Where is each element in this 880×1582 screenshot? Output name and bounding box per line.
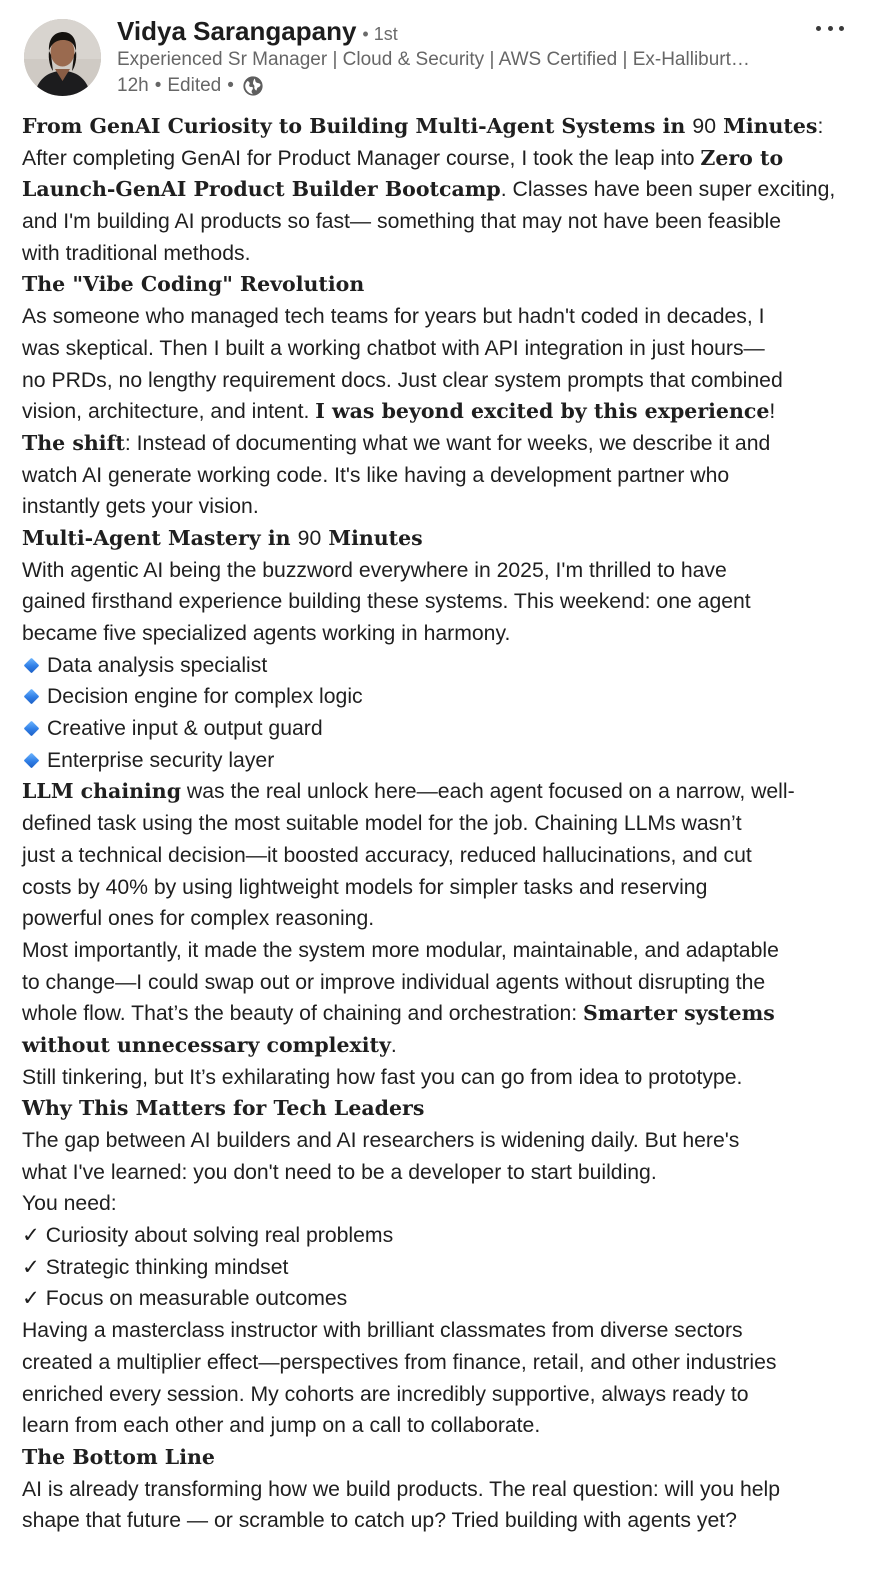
dot [828,26,833,31]
section-heading-vibe: The "Vibe Coding" Revolution [22,272,365,297]
bold-text: Multi-Agent Mastery in [22,525,298,550]
bullet-item [22,681,864,713]
check-text: Focus on measurable outcomes [45,1287,348,1311]
blue-diamond-icon [24,721,40,737]
connection-degree: • 1st [362,24,398,44]
section-heading-multi-agent [22,523,864,555]
text: : Instead of documenting what we want for weeks, we describe it and [124,431,771,455]
bold-text: I was beyond excited by this experience [315,399,770,424]
dot [816,26,821,31]
paragraph-line: was skeptical. Then I built a working chatbot with API integration in just hours— [22,336,765,360]
paragraph-line: costs by 40% by using lightweight models for simpler tasks and reserving [22,875,708,899]
check-item [22,1252,864,1284]
paragraph-line: Still tinkering, but It’s exhilarating how fast you can go from idea to prototype. [22,1065,743,1089]
text: 90 [297,526,322,550]
text: . Classes have been super exciting, [500,178,836,202]
more-options-icon[interactable] [816,18,844,38]
checkmark-icon: ✓ [22,1224,40,1248]
bold-text: LLM chaining [22,779,182,804]
paragraph-line [22,998,864,1030]
author-headline: Experienced Sr Manager | Cloud & Security | AWS Certified | Ex-Halliburt… [117,49,750,70]
post-meta [117,74,264,98]
paragraph-line: powerful ones for complex reasoning. [22,907,375,931]
bold-text: without unnecessary complexity [22,1032,391,1057]
blue-diamond-icon [24,657,40,673]
paragraph-line: no PRDs, no lengthy requirement docs. Just clear system prompts that combined [22,368,783,392]
paragraph-line: to change—I could swap out or improve individual agents without disrupting the [22,970,766,994]
checkmark-icon: ✓ [22,1255,40,1279]
text: After completing GenAI for Product Manager course, I took the leap into [22,146,701,170]
paragraph-line [22,776,864,808]
paragraph-line [22,1030,864,1062]
bold-text: Zero to [700,145,784,170]
paragraph-line [22,143,864,175]
paragraph-line: Most importantly, it made the system more modular, maintainable, and adaptable [22,938,779,962]
meta-separator: • [154,75,162,96]
edited-label: Edited [167,75,222,96]
bold-text: The shift [22,430,125,455]
check-text: Strategic thinking mindset [45,1255,289,1279]
bullet-item [22,713,864,745]
text: 90 [692,115,716,138]
section-heading-why: Why This Matters for Tech Leaders [22,1096,425,1121]
check-item [22,1283,864,1315]
text: whole flow. That’s the beauty of chaining and orchestration: [22,1002,584,1026]
paragraph-line: and I'm building AI products so fast— something that may not have been feasible [22,210,782,234]
bold-text: Minutes [715,114,818,138]
paragraph-line: As someone who managed tech teams for years but hadn't coded in decades, I [22,305,765,329]
globe-icon [242,75,264,97]
text: vision, architecture, and intent. [22,400,316,424]
paragraph-line: Having a masterclass instructor with brilliant classmates from diverse sectors [22,1319,743,1343]
paragraph-line: defined task using the most suitable model for the job. Chaining LLMs wasn’t [22,812,742,836]
bullet-text: Creative input & output guard [47,717,323,741]
text: : [817,115,824,138]
bullet-text: Enterprise security layer [47,748,275,772]
paragraph-line: became five specialized agents working in harmony. [22,622,511,645]
section-heading-bottom-line: The Bottom Line [22,1444,215,1469]
paragraph-line: enriched every session. My cohorts are incredibly supportive, always ready to [22,1382,749,1406]
blue-diamond-icon [24,689,40,705]
post-title [22,111,864,143]
blue-diamond-icon [24,752,40,768]
bold-text: Minutes [321,525,423,550]
paragraph-line: created a multiplier effect—perspectives from finance, retail, and other industries [22,1350,777,1374]
checkmark-icon: ✓ [22,1287,40,1311]
paragraph-line: AI is already transforming how we build products. The real question: will you help [22,1477,781,1501]
bullet-item [22,650,864,682]
paragraph-line [22,396,864,428]
dot [839,26,844,31]
bullet-item [22,745,864,777]
paragraph-line [22,428,864,460]
post-body [22,111,864,1537]
paragraph-line: just a technical decision—it boosted accuracy, reduced hallucinations, and cut [22,843,752,867]
paragraph-line: learn from each other and jump on a call to collaborate. [22,1414,541,1438]
check-text: Curiosity about solving real problems [45,1224,394,1248]
paragraph-line: what I've learned: you don't need to be a developer to start building. [22,1160,657,1184]
paragraph-line: watch AI generate working code. It's like having a development partner who [22,463,730,487]
bold-text: Launch-GenAI Product Builder Bootcamp [22,177,501,202]
paragraph-line: You need: [22,1192,117,1216]
text: was the real unlock here—each agent focused on a narrow, well- [181,780,795,804]
bold-text: From GenAI Curiosity to Building Multi-Agent Systems in [22,114,693,138]
paragraph-line: shape that future — or scramble to catch up? Tried building with agents yet? [22,1509,737,1533]
paragraph-line: With agentic AI being the buzzword everywhere in 2025, I'm thrilled to have [22,558,727,582]
paragraph-line [22,174,864,206]
check-item [22,1220,864,1252]
bullet-text: Data analysis specialist [47,653,268,677]
meta-separator: • [227,75,234,96]
paragraph-line: The gap between AI builders and AI researchers is widening daily. But here's [22,1129,740,1152]
paragraph-line: instantly gets your vision. [22,495,259,519]
author-name[interactable]: Vidya Sarangapany [117,16,357,46]
bold-text: Smarter systems [583,1001,775,1026]
paragraph-line: with traditional methods. [22,241,251,265]
post-time: 12h [117,75,149,96]
avatar-image [24,19,101,96]
avatar[interactable] [24,19,101,96]
author-name-row [117,16,398,50]
bullet-text: Decision engine for complex logic [47,685,363,709]
paragraph-line: gained firsthand experience building these systems. This weekend: one agent [22,590,751,614]
text: ! [769,400,776,424]
post-header [0,0,880,110]
text: . [390,1033,397,1057]
